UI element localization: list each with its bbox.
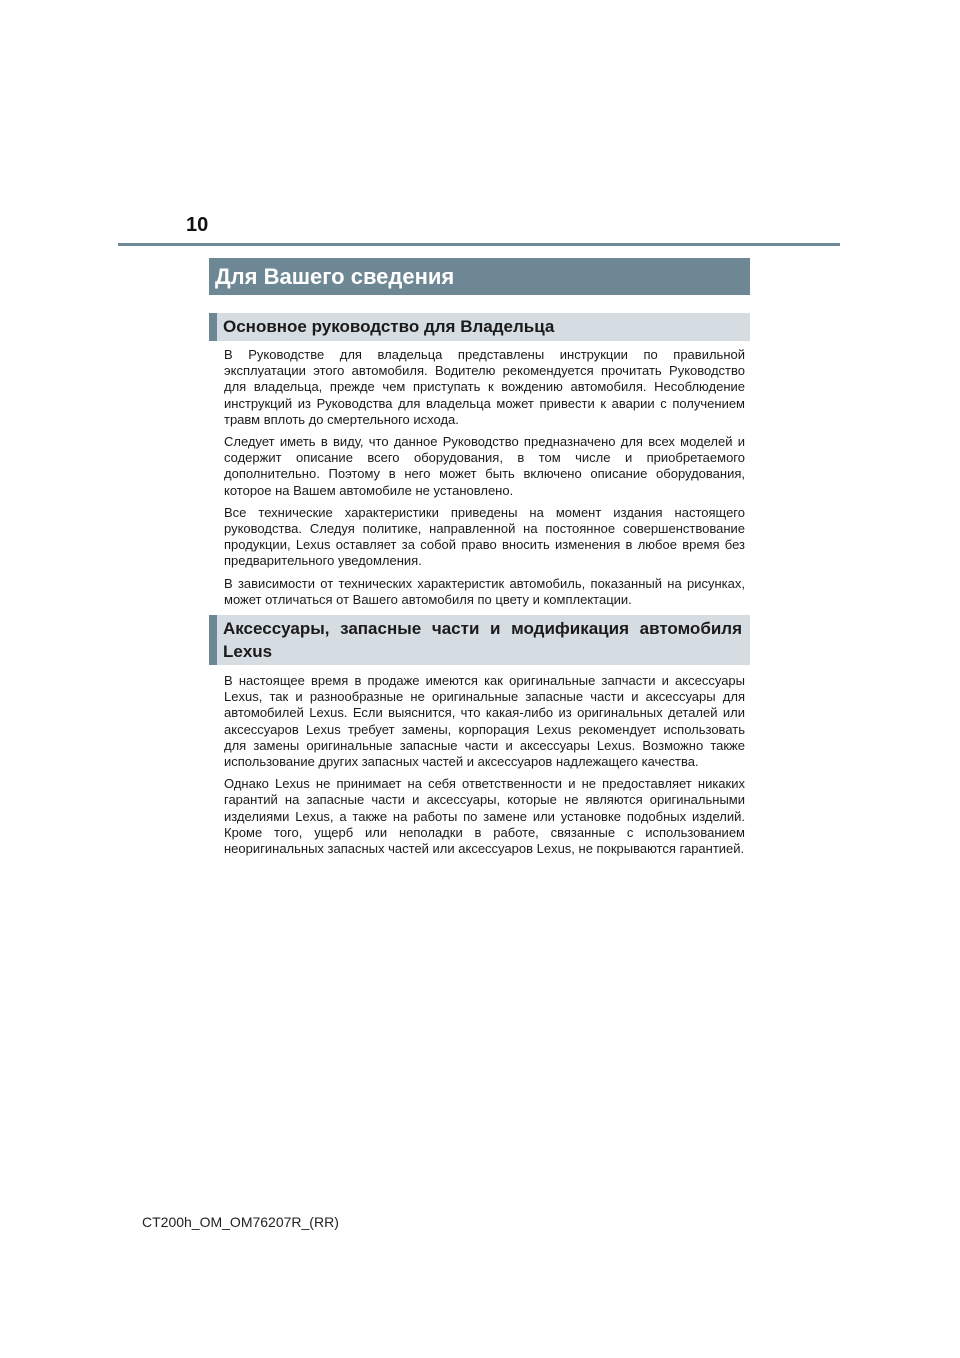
- section-heading-accessories: [209, 615, 750, 665]
- section-body-owners-manual: [224, 347, 745, 614]
- page-title: Для Вашего сведения: [209, 258, 750, 295]
- section-heading-text: Основное руководство для Владельца: [223, 317, 555, 336]
- document-code-footer: CT200h_OM_OM76207R_(RR): [142, 1214, 339, 1230]
- section-heading-text: Аксессуары, запасные части и модификация автомобиля Lexus: [223, 619, 742, 661]
- paragraph: Следует иметь в виду, что данное Руководство предназначено для всех моделей и содержит описание всего оборудования, в том числе и приобретаемого дополнительно. Поэтому в него может быть включено описание оборудования, которое на Вашем автомобиле не установлено.: [224, 434, 745, 498]
- header-rule: [118, 243, 840, 246]
- paragraph: В зависимости от технических характеристик автомобиль, показанный на рисунках, может отличаться от Вашего автомобиля по цвету и комплектации.: [224, 575, 745, 607]
- paragraph: Все технические характеристики приведены на момент издания настоящего руководства. Следуя политике, направленной на постоянное совершенствование продукции, Lexus оставляет за собой право вносить изменения в любое время без предварительного уведомления.: [224, 504, 745, 569]
- page-number: 10: [186, 214, 209, 236]
- paragraph: Однако Lexus не принимает на себя ответственности и не предоставляет никаких гарантий на запасные части и аксессуары, которые не являются оригинальными изделиями Lexus, а также на работы по замене или установке подобных изделий. Кроме того, ущерб или неполадки в работе, связанные с использованием неоригинальных запасных частей или аксессуаров Lexus, не покрываются гарантией.: [224, 776, 745, 857]
- paragraph: В Руководстве для владельца представлены инструкции по правильной эксплуатации этого автомобиля. Водителю рекомендуется прочитать Руководство для владельца, прежде чем приступать к вождению автомобиля. Несоблюдение инструкций из Руководства для владельца может привести к аварии с получением травм вплоть до смертельного исхода.: [224, 347, 745, 427]
- section-body-accessories: [224, 673, 745, 863]
- paragraph: В настоящее время в продаже имеются как оригинальные запчасти и аксессуары Lexus, так и разнообразные не оригинальные запасные части и аксессуары для автомобилей Lexus. Если выяснится, что какая-либо из оригинальных деталей или аксессуаров Lexus требует замены, корпорация Lexus рекомендует использовать для замены оригинальные запасные части и аксессуары Lexus. Возможно также использование других запасных частей и аксессуаров надлежащего качества.: [224, 673, 745, 770]
- section-heading-owners-manual: [209, 313, 750, 341]
